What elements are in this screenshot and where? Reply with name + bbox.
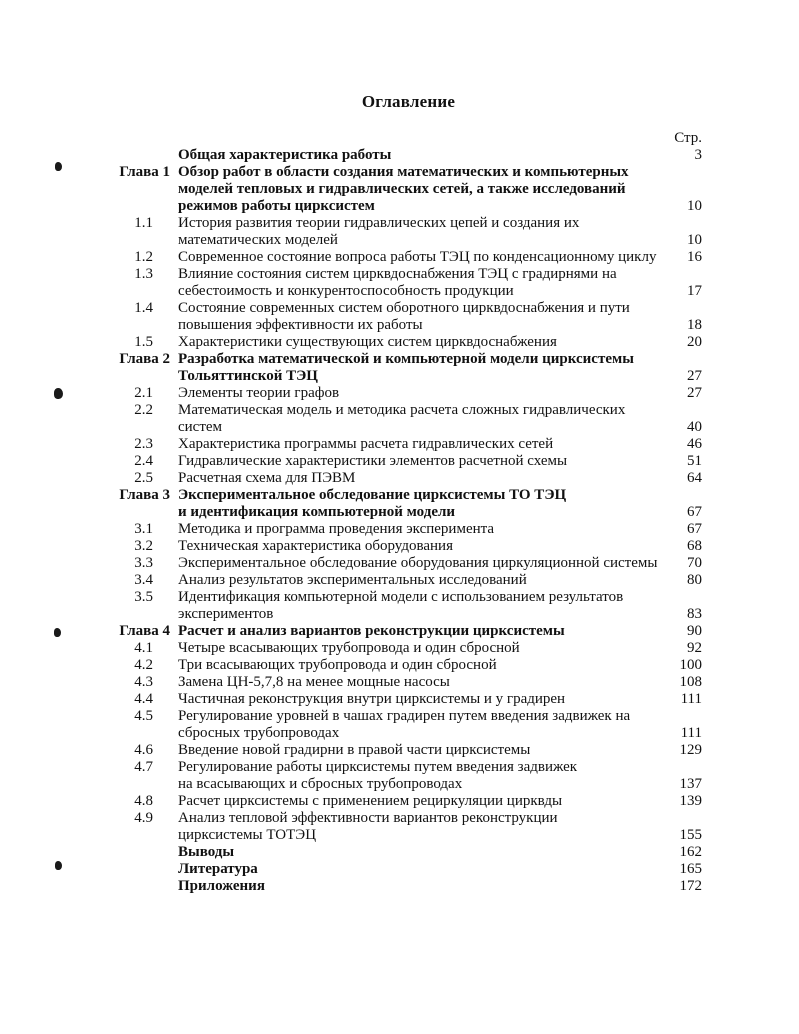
toc-entry [0,810,799,844]
toc-entry [0,759,799,793]
entry-title-line: Экспериментальное обследование оборудования циркуляционной системы [178,555,658,571]
entry-title-line: повышения эффективности их работы [178,317,423,333]
page-number: 40 [687,419,702,435]
entry-title-line: Состояние современных систем оборотного цирквдоснабжения и пути [178,300,630,316]
toc-entry [0,589,799,623]
entry-title-line: Элементы теории графов [178,385,340,401]
page-number: 67 [687,504,702,520]
entry-title [178,385,678,402]
entry-title-line: Расчет цирксистемы с применением рециркуляции цирквды [178,793,563,809]
entry-title [178,436,678,453]
entry-title-line: Гидравлические характеристики элементов расчетной схемы [178,453,568,469]
section-number: 4.4 [134,691,153,707]
entry-title [178,878,678,895]
chapter-number: Глава 4 [119,623,170,639]
entry-title-line: экспериментов [178,606,274,622]
entry-title [178,708,678,742]
entry-title-line: Регулирование уровней в чашах градирен путем введения задвижек на [178,708,631,724]
page-number: 3 [694,147,702,163]
toc-entry [0,351,799,385]
entry-title-line: себестоимость и конкурентоспособность продукции [178,283,514,299]
entry-title-line: Приложения [178,878,265,894]
page-number: 111 [680,725,702,741]
entry-title-line: Регулирование работы цирксистемы путем введения задвижек [178,759,578,775]
section-number: 1.5 [134,334,153,350]
entry-title-line: Идентификация компьютерной модели с использованием результатов [178,589,624,605]
entry-title-line: Литература [178,861,258,877]
page-number: 18 [687,317,702,333]
page-column-label: Стр. [674,130,702,146]
entry-title-line: Характеристика программы расчета гидравлических сетей [178,436,554,452]
entry-title [178,674,678,691]
entry-title [178,521,678,538]
toc-entry [0,538,799,555]
toc-entry [0,691,799,708]
entry-title [178,640,678,657]
toc-entry [0,164,799,215]
section-number: 2.2 [134,402,153,418]
scan-speck [54,628,61,637]
entry-title-line: Обзор работ в области создания математических и компьютерных [178,164,629,180]
section-number: 2.4 [134,453,153,469]
page-number: 51 [687,453,702,469]
page-number: 27 [687,385,702,401]
entry-title [178,487,678,521]
entry-title-line: Общая характеристика работы [178,147,392,163]
entry-title [178,300,678,334]
section-number: 4.8 [134,793,153,809]
entry-title-line: Влияние состояния систем цирквдоснабжения ТЭЦ с градирнями на [178,266,617,282]
entry-title-line: Разработка математической и компьютерной модели цирксистемы [178,351,634,367]
section-number: 2.5 [134,470,153,486]
page-number: 20 [687,334,702,350]
entry-title-line: Анализ тепловой эффективности вариантов реконструкции [178,810,558,826]
entry-title-line: цирксистемы ТОТЭЦ [178,827,317,843]
entry-title-line: Современное состояние вопроса работы ТЭЦ по конденсационному циклу [178,249,657,265]
toc-entry [0,742,799,759]
entry-title [178,691,678,708]
entry-title [178,249,678,266]
entry-title [178,453,678,470]
toc-entry [0,878,799,895]
entry-title-line: Экспериментальное обследование цирксистемы ТО ТЭЦ [178,487,567,503]
entry-title [178,810,678,844]
page-number: 162 [679,844,702,860]
entry-title [178,470,678,487]
entry-title-line: Тольяттинской ТЭЦ [178,368,318,384]
page-title: Оглавление [361,92,456,111]
entry-title-line: Замена ЦН-5,7,8 на менее мощные насосы [178,674,450,690]
page-number: 16 [687,249,702,265]
entry-title [178,266,678,300]
entry-title [178,793,678,810]
entry-title-line: Введение новой градирни в правой части цирксистемы [178,742,531,758]
page-number: 67 [687,521,702,537]
section-number: 2.1 [134,385,153,401]
toc-entry [0,521,799,538]
section-number: 3.2 [134,538,153,554]
page-number: 129 [679,742,702,758]
entry-title [178,147,678,164]
entry-title [178,759,678,793]
entry-title-line: режимов работы цирксистем [178,198,375,214]
entry-title-line: моделей тепловых и гидравлических сетей, а также исследований [178,181,626,197]
entry-title [178,844,678,861]
entry-title-line: сбросных трубопроводах [178,725,340,741]
toc-entry [0,708,799,742]
toc-entry [0,436,799,453]
entry-title-line: Характеристики существующих систем цирквдоснабжения [178,334,557,350]
entry-title-line: Три всасывающих трубопровода и один сбросной [178,657,497,673]
page-number: 46 [687,436,702,452]
entry-title-line: Методика и программа проведения эксперимента [178,521,495,537]
entry-title [178,657,678,674]
section-number: 4.2 [134,657,153,673]
entry-title-line: Выводы [178,844,235,860]
toc-entry [0,861,799,878]
scan-speck [55,162,62,171]
toc-entry [0,266,799,300]
entry-title-line: Математическая модель и методика расчета сложных гидравлических [178,402,626,418]
section-number: 1.4 [134,300,153,316]
entry-title-line: систем [178,419,223,435]
entry-title-line: Расчетная схема для ПЭВМ [178,470,356,486]
entry-title [178,538,678,555]
page-number: 137 [679,776,702,792]
page-number: 172 [679,878,702,894]
entry-title [178,742,678,759]
section-number: 3.4 [134,572,153,588]
toc-entry [0,640,799,657]
toc-entry [0,844,799,861]
page-number: 83 [687,606,702,622]
entry-title-line: История развития теории гидравлических цепей и создания их [178,215,580,231]
page-number: 165 [679,861,702,877]
section-number: 4.5 [134,708,153,724]
entry-title [178,351,678,385]
entry-title [178,572,678,589]
page-number: 80 [687,572,702,588]
page-number: 70 [687,555,702,571]
toc-entry [0,334,799,351]
page-number: 68 [687,538,702,554]
page-number: 92 [687,640,702,656]
entry-title-line: Анализ результатов экспериментальных исследований [178,572,527,588]
entry-title-line: Расчет и анализ вариантов реконструкции цирксистемы [178,623,565,639]
scan-speck [54,388,63,399]
page-number: 64 [687,470,702,486]
entry-title [178,555,678,572]
entry-title [178,589,678,623]
toc-entry [0,623,799,640]
section-number: 4.3 [134,674,153,690]
toc-entry [0,385,799,402]
page-number: 111 [680,691,702,707]
page-number: 139 [679,793,702,809]
section-number: 1.3 [134,266,153,282]
toc-entry [0,470,799,487]
section-number: 3.1 [134,521,153,537]
entry-title-line: математических моделей [178,232,338,248]
chapter-number: Глава 2 [119,351,170,367]
toc-entry [0,674,799,691]
entry-title-line: Частичная реконструкция внутри цирксистемы и у градирен [178,691,566,707]
page-number: 108 [679,674,702,690]
page-number: 100 [679,657,702,673]
section-number: 4.1 [134,640,153,656]
entry-title [178,861,678,878]
toc-entry [0,657,799,674]
chapter-number: Глава 3 [119,487,170,503]
toc-entry [0,249,799,266]
section-number: 4.9 [134,810,153,826]
toc-entry [0,453,799,470]
toc-entry [0,402,799,436]
entry-title [178,164,678,215]
section-number: 3.3 [134,555,153,571]
toc-entry [0,215,799,249]
section-number: 1.1 [134,215,153,231]
entry-title-line: Техническая характеристика оборудования [178,538,453,554]
entry-title [178,623,678,640]
page-number: 27 [687,368,702,384]
section-number: 4.7 [134,759,153,775]
toc-entry [0,487,799,521]
section-number: 4.6 [134,742,153,758]
entry-title-line: и идентификация компьютерной модели [178,504,456,520]
entry-title [178,402,678,436]
entry-title [178,334,678,351]
section-number: 1.2 [134,249,153,265]
toc-entry [0,147,799,164]
section-number: 2.3 [134,436,153,452]
entry-title [178,215,678,249]
page-number: 90 [687,623,702,639]
toc-entry [0,572,799,589]
page-number: 17 [687,283,702,299]
toc-entry [0,555,799,572]
toc-entry [0,793,799,810]
page-number: 10 [687,198,702,214]
scan-speck [55,861,62,870]
page-number: 10 [687,232,702,248]
section-number: 3.5 [134,589,153,605]
toc-entry [0,300,799,334]
chapter-number: Глава 1 [119,164,170,180]
page-number: 155 [679,827,702,843]
entry-title-line: на всасывающих и сбросных трубопроводах [178,776,463,792]
entry-title-line: Четыре всасывающих трубопровода и один сбросной [178,640,520,656]
